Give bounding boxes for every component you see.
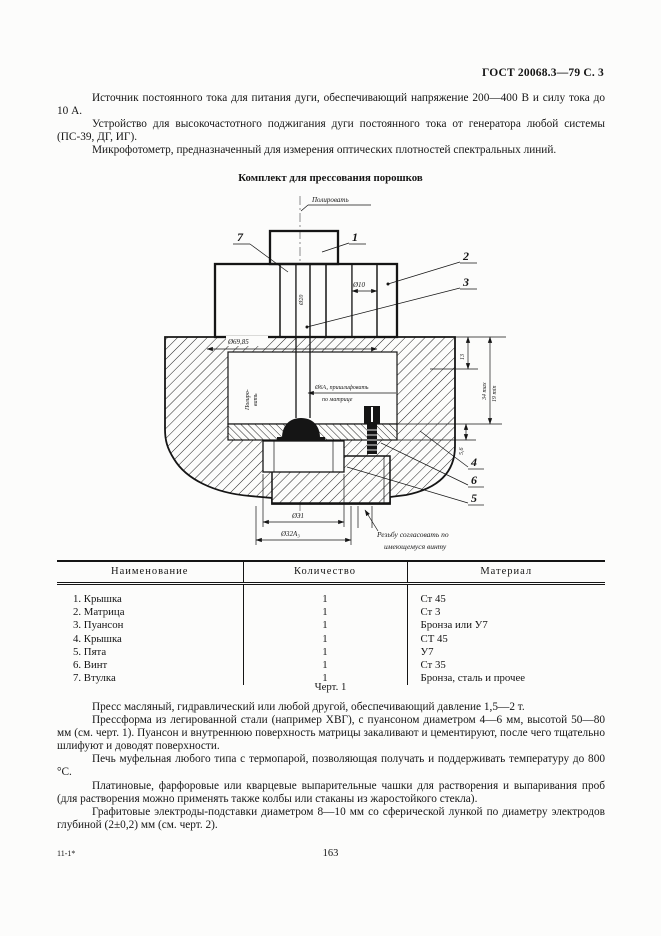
dim-34max: 34 max (482, 382, 488, 400)
table-row: 4. Крышка 1 СТ 45 (57, 633, 605, 646)
svg-text:Ø69,85: Ø69,85 (228, 338, 249, 346)
matrix-mid-wall (326, 264, 352, 337)
dim-d20: Ø20 (299, 294, 305, 305)
table-header-row (57, 561, 605, 584)
figure-title: Комплект для прессования порошков (238, 172, 423, 184)
svg-text:вать: вать (253, 393, 259, 406)
table-row: 1. Крышка 1 Ст 45 (57, 593, 605, 606)
callout-4: 4 (471, 455, 477, 469)
callout-1: 1 (352, 230, 358, 244)
paragraph: Платиновые, фарфоровые или кварцевые выпарительные чашки для растворения и выпаривания проб (для растворения можно применять также колбы или стаканы из жаростойкого стекла). (57, 779, 605, 805)
parts-table-body (57, 584, 605, 686)
svg-text:Полиро-: Полиро- (245, 389, 251, 410)
paragraph: Источник постоянного тока для питания дуги, обеспечивающий напряжение 200—400 В и силу тока до 10 А. (57, 92, 605, 118)
callout-3: 3 (463, 275, 469, 289)
svg-text:Ø6А₃ пришлифовать: Ø6А₃ пришлифовать (315, 385, 369, 391)
thread-note (358, 506, 449, 551)
paragraph: Прессформа из легированной стали (например ХВГ), с пуансоном диаметром 4—6 мм, высотой 50—80 мм (см. черт. 1). Пуансон и внутреннюю поверхность матрицы закаливают и цементируют, после чего тщательно шлифуют и доводят поверхности. (57, 714, 605, 753)
dim-19min: 19 min (492, 385, 498, 402)
svg-text:по матрице: по матрице (322, 397, 353, 403)
col-header-name: Наименование (57, 561, 243, 584)
table-row: 6. Винт 1 Ст 35 (57, 659, 605, 672)
table-row: 3. Пуансон 1 Бронза или У7 (57, 619, 605, 632)
bushing-right (310, 264, 326, 337)
callout-2: 2 (463, 249, 469, 263)
paragraph: Микрофотометр, предназначенный для измерения оптических плотностей спектральных линий. (92, 144, 557, 157)
matrix-right-wall (377, 264, 397, 337)
body-section (57, 701, 605, 832)
top-cover (270, 231, 338, 264)
side-hole (352, 264, 377, 337)
dim-d31: Ø31 (292, 512, 305, 520)
parts-table (57, 560, 605, 685)
callout-6: 6 (471, 473, 477, 487)
page-number: 163 (322, 848, 339, 859)
table-row: 7. Втулка 1 Бронза, сталь и прочее (57, 672, 605, 685)
col-header-qty: Количество (243, 561, 407, 584)
col-header-material: Материал (407, 561, 605, 584)
dim-56: 5,6 (459, 447, 465, 455)
svg-text:Полировать: Полировать (312, 196, 349, 204)
footer-signature: 11-1* (57, 849, 76, 858)
table-row: 5. Пята 1 У7 (57, 646, 605, 659)
dim-d32: Ø32А₃ (281, 530, 300, 538)
paragraph: Печь муфельная любого типа с термопарой, позволяющая получать и поддерживать температуру до 800 °С. (57, 753, 605, 779)
dim-13: 13 (460, 354, 466, 360)
paragraph: Пресс масляный, гидравлический или любой другой, обеспечивающий давление 1,5—2 т. (92, 701, 525, 713)
svg-text:имеющемуся винту: имеющемуся винту (384, 542, 447, 551)
callout-7: 7 (237, 230, 243, 244)
paragraph: Графитовые электроды-подставки диаметром 8—10 мм со сферической лункой по диаметру электродов глубиной (2±0,2) мм (см. черт. 2). (57, 805, 605, 831)
bushing-left (280, 264, 296, 337)
callout-5: 5 (471, 491, 477, 505)
document-header: ГОСТ 20068.3—79 С. 3 (481, 67, 604, 79)
table-row: 2. Матрица 1 Ст 3 (57, 606, 605, 619)
svg-text:Ø10: Ø10 (353, 281, 366, 289)
heel-block (263, 441, 344, 472)
svg-text:Резьбу согласовать по: Резьбу согласовать по (377, 530, 449, 539)
matrix-left-wall (215, 264, 280, 337)
paragraph: Устройство для высокочастотного поджигания дуги постоянного тока от генератора любой системы (ПС-39, ДГ, ИГ). (57, 118, 605, 144)
polish-note (301, 196, 371, 211)
figure-caption: Черт. 1 (314, 681, 347, 693)
